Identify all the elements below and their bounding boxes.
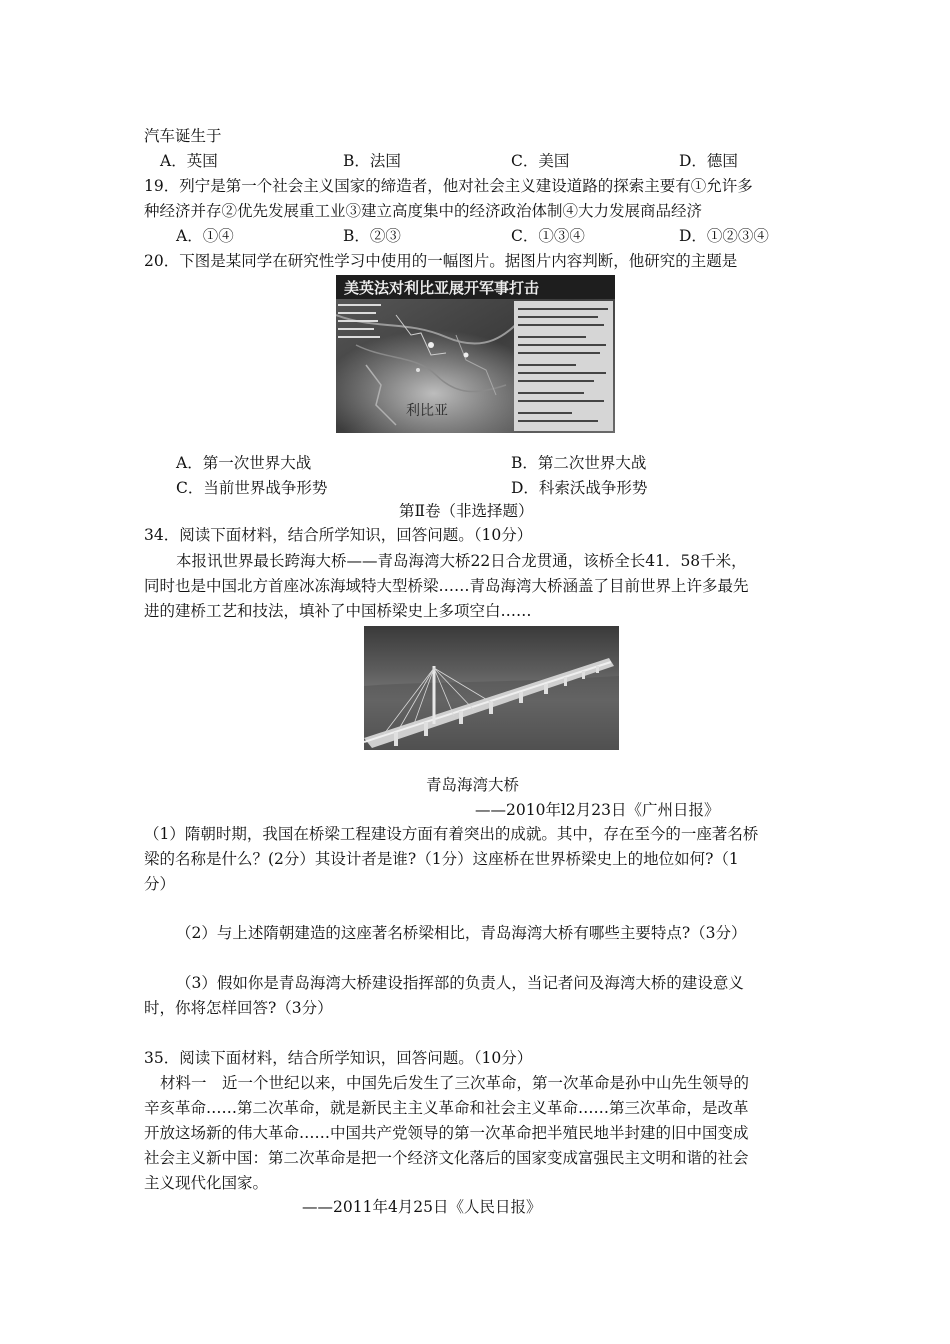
libya-strike-news-image (336, 275, 615, 433)
news-image-headline: 美英法对利比亚展开军事打击 (344, 279, 540, 297)
q35-material-line: 社会主义新中国：第二次革命是把一个经济文化落后的国家变成富强民主文明和谐的社会 (144, 1149, 749, 1167)
q20-option-b: B．第二次世界大战 (511, 454, 647, 472)
q35-source: ——2011年4月25日《人民日报》 (302, 1198, 542, 1216)
q34-material-line: 同时也是中国北方首座冰冻海域特大型桥梁……青岛海湾大桥涵盖了目前世界上许多最先 (144, 577, 749, 595)
bridge-photo-caption: 青岛海湾大桥 (426, 776, 520, 794)
q34-sub1-line: （1）隋朝时期，我国在桥梁工程建设方面有着突出的成就。其中，存在至今的一座著名桥 (144, 825, 759, 843)
q19-stem-line-1: 19．列宁是第一个社会主义国家的缔造者，他对社会主义建设道路的探索主要有①允许多 (144, 177, 753, 195)
q18-stem-tail: 汽车诞生于 (144, 127, 222, 145)
q19-stem-line-2: 种经济并存②优先发展重工业③建立高度集中的经济政治体制④大力发展商品经济 (144, 202, 703, 220)
bridge-photo-graphic (364, 626, 619, 750)
q34-stem: 34．阅读下面材料，结合所学知识，回答问题。（10分） (144, 526, 533, 544)
q20-option-a: A．第一次世界大战 (176, 454, 312, 472)
q19-option-b: B．②③ (343, 227, 401, 245)
q20-stem: 20．下图是某同学在研究性学习中使用的一幅图片。据图片内容判断，他研究的主题是 (144, 252, 738, 270)
q34-sub3-line: 时，你将怎样回答?（3分） (144, 999, 333, 1017)
q34-material-line: 本报讯世界最长跨海大桥——青岛海湾大桥22日合龙贯通，该桥全长41．58千米， (176, 552, 747, 570)
q35-material-line: 辛亥革命……第二次革命，就是新民主主义革命和社会主义革命……第三次革命，是改革 (144, 1099, 749, 1117)
q20-option-c: C．当前世界战争形势 (176, 479, 328, 497)
q35-material-line: 开放这场新的伟大革命……中国共产党领导的第一次革命把半殖民地半封建的旧中国变成 (144, 1124, 749, 1142)
q19-option-d: D．①②③④ (679, 227, 769, 245)
qingdao-bay-bridge-photo (364, 626, 619, 750)
q35-material-line: 主义现代化国家。 (144, 1174, 269, 1192)
q18-option-d: D．德国 (679, 152, 738, 170)
q18-option-a: A．英国 (160, 152, 218, 170)
q34-sub2: （2）与上述隋朝建造的这座著名桥梁相比，青岛海湾大桥有哪些主要特点?（3分） (176, 924, 747, 942)
q20-option-d: D．科索沃战争形势 (511, 479, 648, 497)
q34-material-line: 进的建桥工艺和技法，填补了中国桥梁史上多项空白…… (144, 602, 532, 620)
q19-option-a: A．①④ (176, 227, 234, 245)
q18-option-b: B．法国 (343, 152, 401, 170)
q35-material-line: 材料一 近一个世纪以来，中国先后发生了三次革命，第一次革命是孙中山先生领导的 (160, 1074, 750, 1092)
news-image-graphic (336, 275, 615, 433)
q34-sub3-line: （3）假如你是青岛海湾大桥建设指挥部的负责人，当记者问及海湾大桥的建设意义 (176, 974, 744, 992)
q18-option-c: C．美国 (511, 152, 570, 170)
q34-sub1-line: 梁的名称是什么？(2分）其设计者是谁?（1分）这座桥在世界桥梁史上的地位如何?（1 (144, 850, 739, 868)
q19-option-c: C．①③④ (511, 227, 585, 245)
q34-sub1-line: 分） (144, 875, 176, 893)
section-title: 第Ⅱ卷（非选择题） (399, 502, 534, 520)
q34-source: ——2010年l2月23日《广州日报》 (475, 801, 720, 819)
q35-stem: 35．阅读下面材料，结合所学知识，回答问题。（10分） (144, 1049, 533, 1067)
news-image-map-label: 利比亚 (406, 403, 448, 419)
